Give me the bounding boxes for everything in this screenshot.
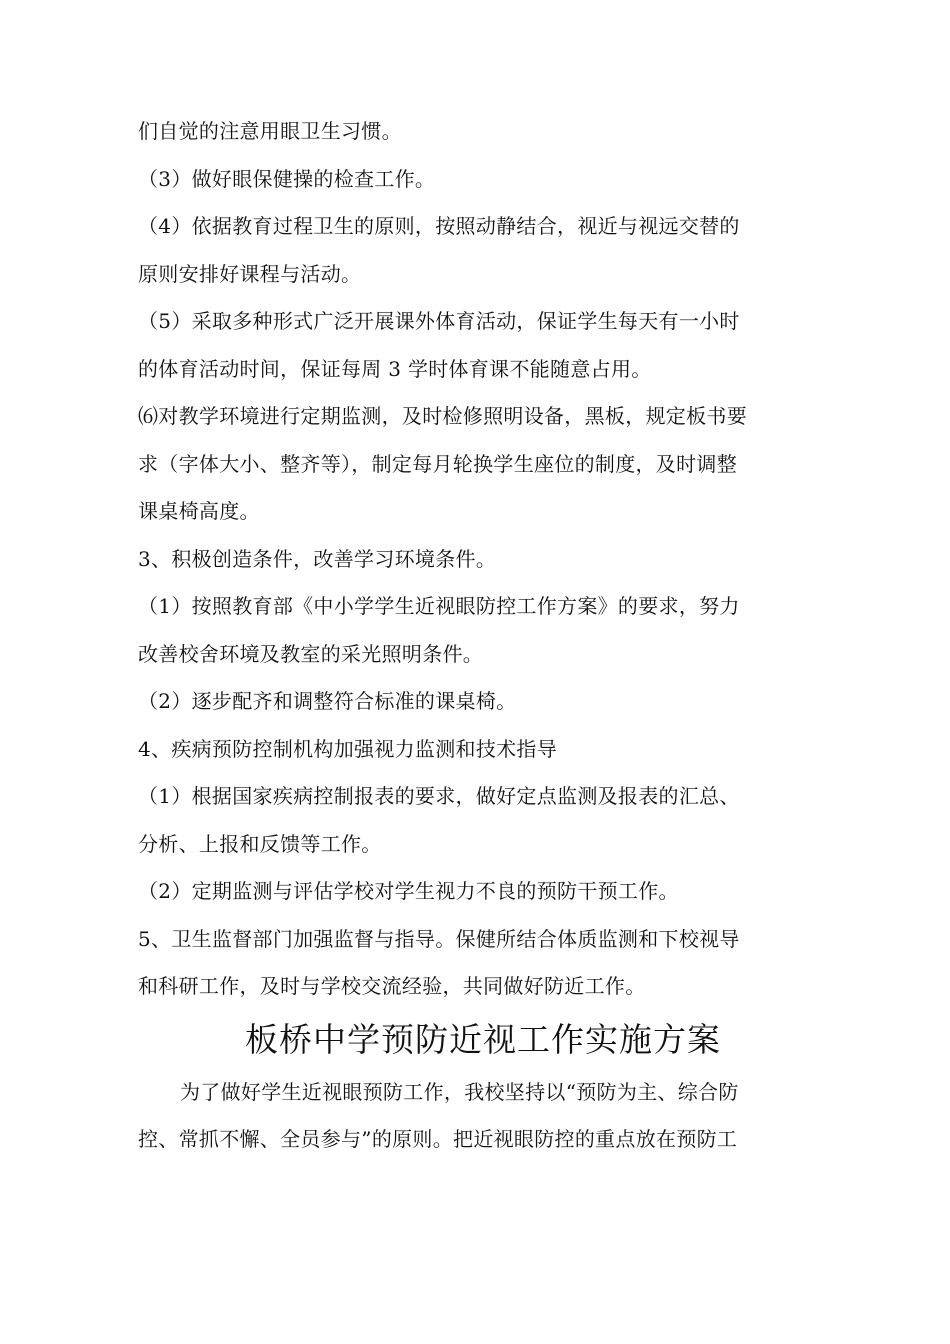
text-line: 求（字体大小、整齐等），制定每月轮换学生座位的制度，及时调整 — [138, 451, 737, 476]
text-line: （4）依据教育过程卫生的原则，按照动静结合，视近与视远交替的 — [138, 214, 740, 238]
text-line: （1）根据国家疾病控制报表的要求，做好定点监测及报表的汇总、 — [138, 784, 740, 808]
document-title: 板桥中学预防近视工作实施方案 — [245, 1019, 721, 1059]
text-line: ⑹对教学环境进行定期监测，及时检修照明设备，黑板，规定板书要 — [138, 404, 747, 428]
section-heading: 4、疾病预防控制机构加强视力监测和技术指导 — [138, 736, 558, 761]
document-body — [138, 108, 828, 1164]
text-line: 课桌椅高度。 — [138, 499, 260, 523]
text-line: 和科研工作，及时与学校交流经验，共同做好防近工作。 — [138, 974, 646, 998]
text-line: 改善校舍环境及教室的采光照明条件。 — [138, 641, 484, 666]
text-line: （1）按照教育部《中小学学生近视眼防控工作方案》的要求，努力 — [138, 594, 740, 618]
text-line: （3）做好眼保健操的检查工作。 — [138, 166, 436, 191]
text-line: 的体育活动时间，保证每周 3 学时体育课不能随意占用。 — [138, 356, 652, 381]
text-line: （5）采取多种形式广泛开展课外体育活动，保证学生每天有一小时 — [138, 309, 740, 333]
text-line: （2）逐步配齐和调整符合标准的课桌椅。 — [138, 689, 517, 713]
text-line: 分析、上报和反馈等工作。 — [138, 831, 382, 856]
text-line: 们自觉的注意用眼卫生习惯。 — [138, 119, 402, 143]
intro-line: 为了做好学生近视眼预防工作，我校坚持以“预防为主、综合防 — [180, 1079, 739, 1104]
section-heading: 5、卫生监督部门加强监督与指导。保健所结合体质监测和下校视导 — [138, 926, 740, 951]
text-line: （2）定期监测与评估学校对学生视力不良的预防干预工作。 — [138, 879, 679, 903]
text-line: 原则安排好课程与活动。 — [138, 261, 362, 286]
section-heading: 3、积极创造条件，改善学习环境条件。 — [138, 546, 497, 571]
intro-line: 控、常抓不懈、全员参与”的原则。把近视眼防控的重点放在预防工 — [138, 1127, 738, 1151]
